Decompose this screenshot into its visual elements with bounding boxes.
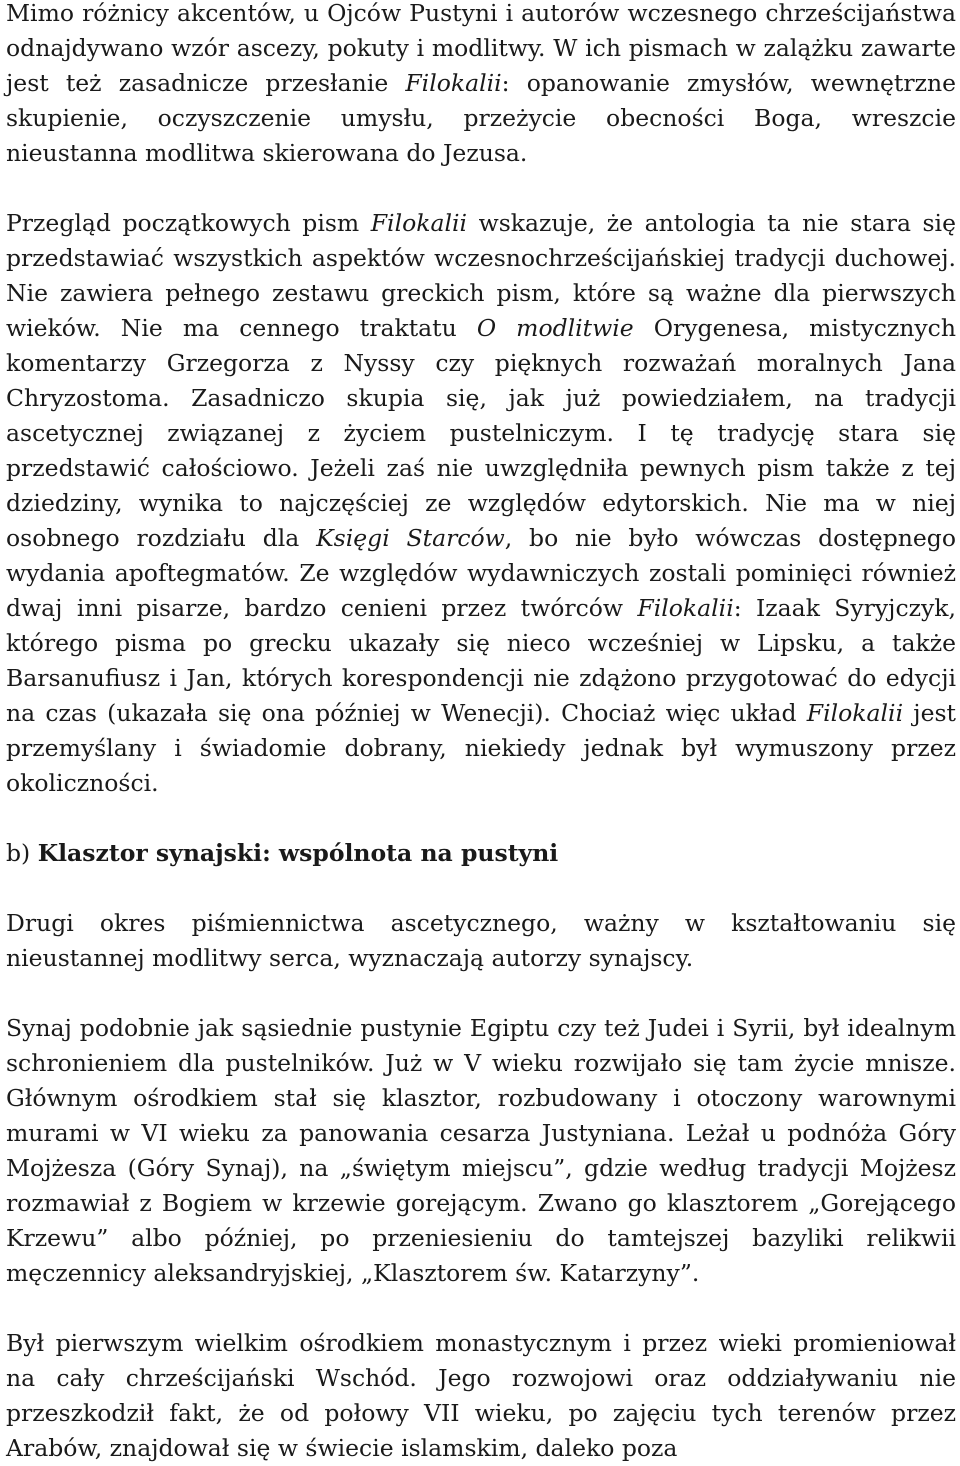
paragraph-2 bbox=[6, 206, 956, 801]
paragraph-4: Synaj podobnie jak sąsiednie pustynie Egiptu czy też Judei i Syrii, był idealnym schronieniem dla pustelników. Już w V wieku rozwijało się tam życie mnisze. Głównym ośrodkiem stał się klasztor, rozbudowany i otoczony warownymi murami w VI wieku za panowania cesarza Justyniana. Leżał u podnóża Góry Mojżesza (Góry Synaj), na „świętym miejscu”, gdzie według tradycji Mojżesz rozmawiał z Bogiem w krzewie gorejącym. Zwano go klasztorem „Gorejącego Krzewu” albo później, po przeniesieniu do tamtejszej bazyliki relikwii męczennicy aleksandryjskiej, „Klasztorem św. Katarzyny”. bbox=[6, 1014, 956, 1287]
paragraph-2-italic-o-modlitwie: O modlitwie bbox=[476, 314, 634, 342]
paragraph-2-text-5: : Izaak Syryjczyk, którego pisma po grecku ukazały się nieco wcześniej w Lipsku, a także Barsanufiusz i Jan, których korespondencji nie zdążono przygotować do edycji na czas (ukazała się ona później w Wenecji). Chociaż więc układ bbox=[6, 594, 956, 727]
section-heading bbox=[6, 836, 956, 871]
paragraph-spacer bbox=[6, 801, 956, 836]
paragraph-1-text-2: : opanowanie zmysłów, wewnętrzne skupienie, oczyszczenie umysłu, przeżycie obecności Boga, wreszcie nieustanna modlitwa skierowana do Jezusa. bbox=[6, 69, 956, 167]
paragraph-3: Drugi okres piśmiennictwa ascetycznego, ważny w kształtowaniu się nieustannej modlitwy serca, wyznaczają autorzy synajscy. bbox=[6, 909, 956, 972]
paragraph-2-italic-filokalii-3: Filokalii bbox=[806, 699, 904, 727]
paragraph-spacer bbox=[6, 871, 956, 906]
paragraph-1-italic-filokalii: Filokalii bbox=[405, 69, 502, 97]
paragraph-spacer bbox=[6, 976, 956, 1011]
paragraph-2-text-2: wskazuje, że antologia ta nie stara się przedstawiać wszystkich aspektów wczesnochrześcijańskiej tradycji duchowej. Nie zawiera pełnego zestawu greckich pism, które są ważne dla pierwszych wieków. Nie ma cennego traktatu bbox=[6, 209, 956, 342]
paragraph-spacer bbox=[6, 1291, 956, 1326]
paragraph-5: Był pierwszym wielkim ośrodkiem monastycznym i przez wieki promieniował na cały chrześcijański Wschód. Jego rozwojowi oraz oddziaływaniu nie przeszkodził fakt, że od połowy VII wieku, po zajęciu tych terenów przez Arabów, znajdował się w świecie islamskim, daleko poza bbox=[6, 1329, 956, 1462]
paragraph-2-italic-filokalii-2: Filokalii bbox=[637, 594, 734, 622]
paragraph-2-italic-filokalii-1: Filokalii bbox=[370, 209, 468, 237]
paragraph-2-text-1: Przegląd początkowych pism bbox=[6, 209, 371, 237]
paragraph-2-text-3: Orygenesa, mistycznych komentarzy Grzegorza z Nyssy czy pięknych rozważań moralnych Jana Chryzostoma. Zasadniczo skupia się, jak już powiedziałem, na tradycji ascetycznej związanej z życiem pustelniczym. I tę tradycję stara się przedstawić całościowo. Jeżeli zaś nie uwzględniła pewnych pism także z tej dziedziny, wynika to najczęściej ze względów edytorskich. Nie ma w niej osobnego rozdziału dla bbox=[6, 314, 956, 552]
section-heading-marker: b) bbox=[6, 839, 38, 867]
document-page bbox=[6, 0, 956, 1466]
paragraph-2-text-4: , bo nie było wówczas dostępnego wydania apoftegmatów. Ze względów wydawniczych zostali pominięci również dwaj inni pisarze, bardzo cenieni przez twórców bbox=[6, 524, 956, 622]
section-heading-title: Klasztor synajski: wspólnota na pustyni bbox=[37, 839, 559, 867]
paragraph-1 bbox=[6, 0, 956, 171]
paragraph-2-text-6: jest przemyślany i świadomie dobrany, niekiedy jednak był wymuszony przez okoliczności. bbox=[6, 699, 956, 797]
paragraph-1-text-1: Mimo różnicy akcentów, u Ojców Pustyni i autorów wczesnego chrześcijaństwa odnajdywano wzór ascezy, pokuty i modlitwy. W ich pismach w zalążku zawarte jest też zasadnicze przesłanie bbox=[6, 0, 956, 97]
paragraph-2-italic-ksiegi-starcow: Księgi Starców bbox=[316, 524, 505, 552]
paragraph-spacer bbox=[6, 171, 956, 206]
